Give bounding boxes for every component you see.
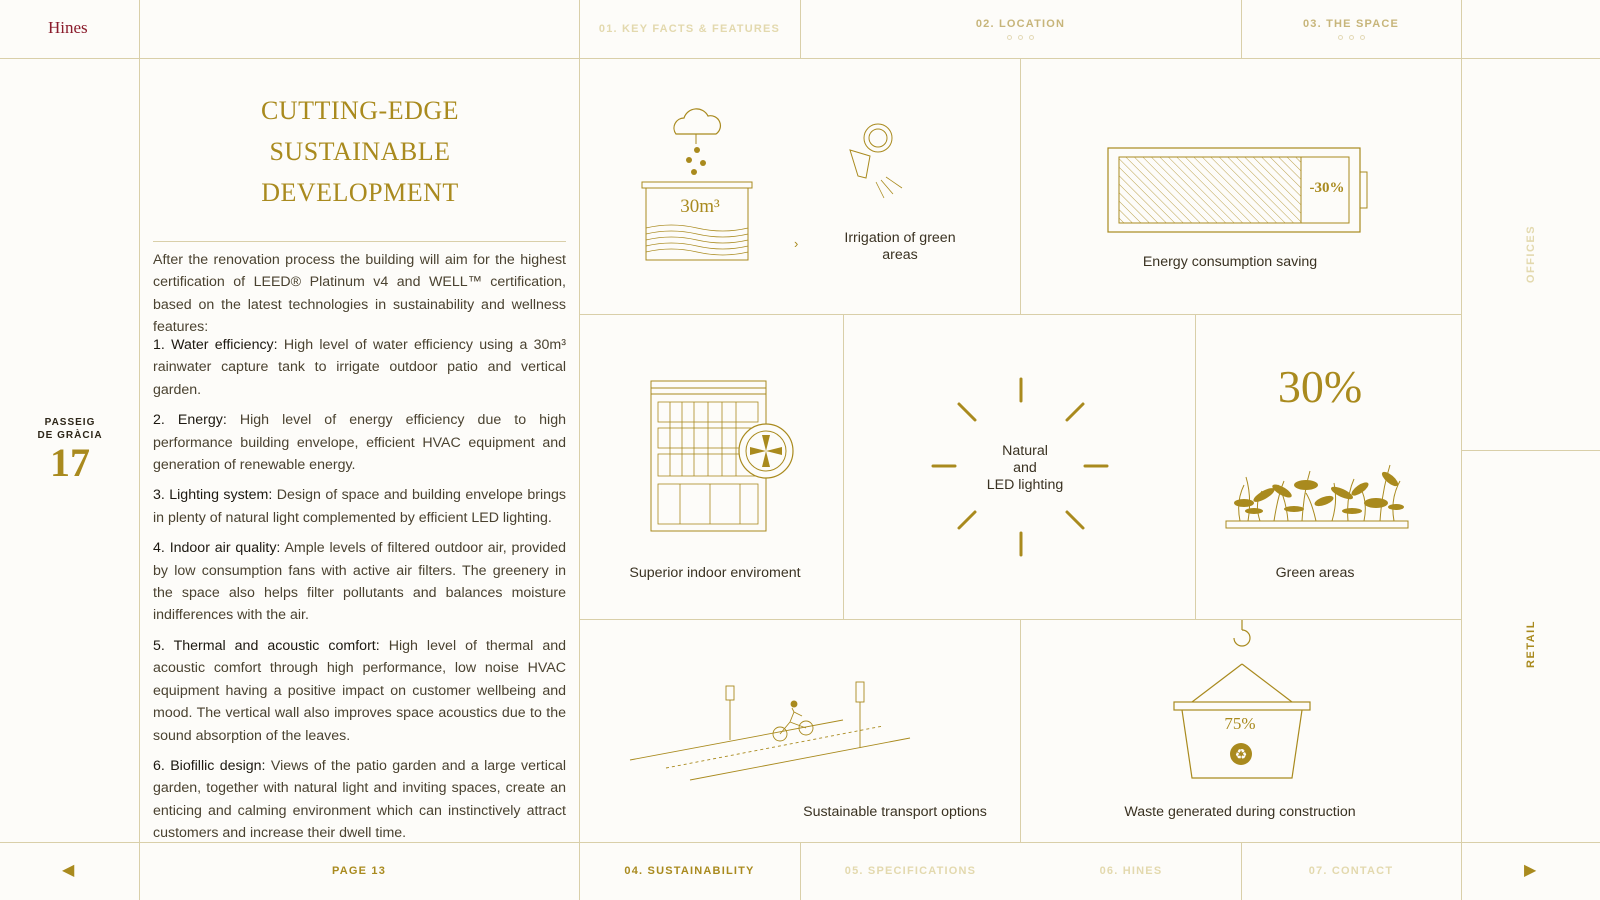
nav-sustainability[interactable]: 04. SUSTAINABILITY bbox=[624, 865, 755, 877]
green-percent: 30% bbox=[1277, 361, 1363, 412]
chevron-right-icon: › bbox=[794, 236, 799, 251]
green-caption: Green areas bbox=[1275, 565, 1355, 581]
title-line3: DEVELOPMENT bbox=[261, 178, 459, 207]
nav-location-label: 02. LOCATION bbox=[975, 18, 1066, 30]
transport-caption: Sustainable transport options bbox=[803, 804, 987, 820]
building-fan-icon bbox=[650, 380, 800, 534]
feature-item: 1. Water efficiency: High level of water efficiency using a 30m³ rainwater capture tank to irrigate outdoor patio and vertical garden. bbox=[153, 337, 566, 398]
feature-item: 6. Biofillic design: Views of the patio garden and a large vertical garden, together with natural light and inviting spaces, create an enticing and calming environment which can instinctively attract customers and increase their dwell time. bbox=[153, 757, 566, 842]
energy-caption: Energy consumption saving bbox=[1142, 254, 1318, 270]
nav-location[interactable] bbox=[800, 0, 1241, 58]
brand-line1: PASSEIG bbox=[44, 417, 96, 428]
lighting-line2: and bbox=[1013, 460, 1037, 476]
nav-the-space-label: 03. THE SPACE bbox=[1302, 18, 1400, 30]
arrow-left-icon[interactable]: ◀ bbox=[62, 862, 75, 879]
plants-icon bbox=[1224, 445, 1424, 531]
feature-list bbox=[153, 334, 566, 853]
nav-hines[interactable]: 06. HINES bbox=[1099, 865, 1163, 877]
intro-paragraph: After the renovation process the building will aim for the highest certification of LEED® Platinum v4 and WELL™ certification, based on the latest technologies in sustainability and wellness features: bbox=[153, 252, 566, 336]
watering-can-icon bbox=[848, 122, 918, 202]
waste-percent: 75% bbox=[1224, 714, 1256, 733]
lighting-line3: LED lighting bbox=[986, 477, 1064, 493]
nav-specifications[interactable]: 05. SPECIFICATIONS bbox=[844, 865, 977, 877]
brand-line2: DE GRÀCIA bbox=[37, 430, 103, 441]
nav-the-space[interactable] bbox=[1241, 0, 1461, 58]
title-line1: CUTTING-EDGE bbox=[260, 96, 460, 125]
tab-retail[interactable]: RETAIL bbox=[1525, 620, 1537, 668]
hines-logo[interactable]: Hines bbox=[48, 18, 88, 37]
feature-item: 5. Thermal and acoustic comfort: High level of thermal and acoustic comfort through high performance, low noise HVAC equipment having a positive impact on customer wellbeing and mood. The vertical wall also improves space acoustics due to the sound absorption of the leaves. bbox=[153, 637, 566, 744]
indoor-caption: Superior indoor enviroment bbox=[629, 565, 801, 581]
passeig-brand bbox=[30, 416, 110, 484]
recycle-icon: ♻ bbox=[1230, 743, 1252, 765]
feature-item: 2. Energy: High level of energy efficiency due to high performance building envelope, efficient HVAC equipment and generation of renewable energy. bbox=[153, 412, 566, 474]
arrow-right-icon[interactable]: ▶ bbox=[1524, 862, 1537, 879]
tab-offices[interactable]: OFFICES bbox=[1525, 224, 1537, 284]
cloud-rain-icon bbox=[640, 100, 760, 270]
nav-contact[interactable]: 07. CONTACT bbox=[1308, 865, 1394, 877]
nav-location-dots bbox=[1007, 35, 1034, 40]
feature-item: 4. Indoor air quality: Ample levels of filtered outdoor air, provided by low consumption fans with active air filters. The greenery in the space also helps filter pollutants and balances moisture indifferences with the air. bbox=[153, 540, 566, 624]
irrigation-caption: Irrigation of green areas bbox=[844, 230, 956, 263]
energy-percent: -30% bbox=[1309, 180, 1345, 196]
lighting-line1: Natural bbox=[1002, 443, 1048, 459]
feature-item: 3. Lighting system: Design of space and building envelope brings in plenty of natural light complemented by efficient LED lighting. bbox=[153, 487, 566, 526]
page-number: PAGE 13 bbox=[331, 865, 387, 877]
nav-key-facts[interactable] bbox=[579, 0, 800, 58]
tank-volume: 30m³ bbox=[680, 196, 720, 217]
lighting-caption bbox=[960, 443, 1090, 494]
waste-caption: Waste generated during construction bbox=[1124, 804, 1356, 820]
brand-number: 17 bbox=[50, 440, 90, 485]
title-line2: SUSTAINABLE bbox=[269, 137, 451, 166]
nav-key-facts-label: 01. KEY FACTS & FEATURES bbox=[598, 23, 781, 35]
page-title bbox=[150, 90, 570, 213]
nav-the-space-dots bbox=[1338, 35, 1365, 40]
cyclist-road-icon bbox=[628, 680, 918, 782]
